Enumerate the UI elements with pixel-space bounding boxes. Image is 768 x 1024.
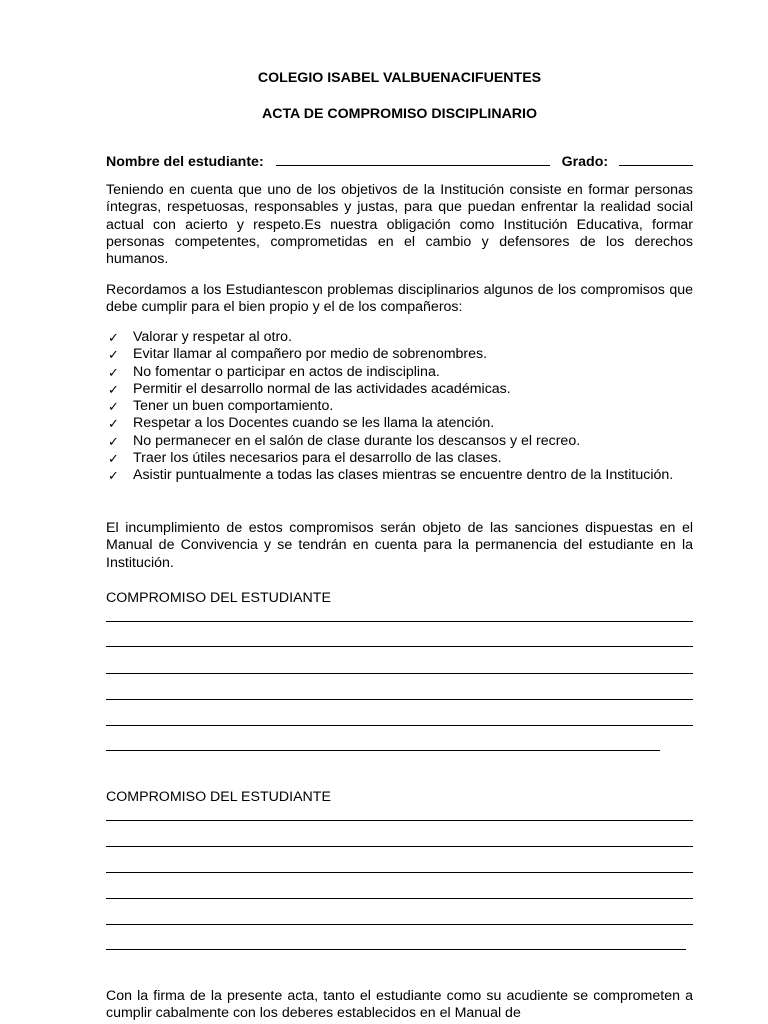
commitments-list <box>106 329 693 485</box>
checkmark-icon: ✓ <box>108 381 119 397</box>
student-commitment-heading-2: COMPROMISO DEL ESTUDIANTE <box>106 789 331 805</box>
checkmark-icon: ✓ <box>108 468 119 484</box>
school-name: COLEGIO ISABEL VALBUENACIFUENTES <box>257 70 542 86</box>
writing-line[interactable] <box>106 924 693 925</box>
student-name-blank[interactable] <box>276 153 550 166</box>
commitment-item <box>106 381 693 398</box>
commitment-text: Respetar a los Docentes cuando se les llama la atención. <box>133 415 495 432</box>
commitment-item <box>106 450 693 467</box>
student-info-line <box>106 153 693 171</box>
commitment-text: Evitar llamar al compañero por medio de sobrenombres. <box>133 346 488 363</box>
commitment-text: No fomentar o participar en actos de indisciplina. <box>133 363 440 380</box>
student-name-label: Nombre del estudiante: <box>106 154 264 170</box>
grade-label: Grado: <box>561 154 609 170</box>
writing-line[interactable] <box>106 820 693 821</box>
checkmark-icon: ✓ <box>108 416 119 432</box>
checkmark-icon: ✓ <box>108 347 119 363</box>
writing-line[interactable] <box>106 846 693 847</box>
checkmark-icon: ✓ <box>108 399 119 415</box>
commitment-text: Traer los útiles necesarios para el desarrollo de las clases. <box>133 450 502 467</box>
checkmark-icon: ✓ <box>108 364 119 380</box>
commitment-item <box>106 329 693 346</box>
commitment-text: Tener un buen comportamiento. <box>133 398 334 415</box>
commitment-item <box>106 346 693 363</box>
grade-blank[interactable] <box>619 153 693 166</box>
writing-line[interactable] <box>106 725 693 726</box>
document-title: ACTA DE COMPROMISO DISCIPLINARIO <box>261 106 538 122</box>
commitment-item <box>106 364 693 381</box>
checkmark-icon: ✓ <box>108 330 119 345</box>
closing-paragraph: Con la firma de la presente acta, tanto el estudiante como su acudiente se comprometen a cumplir cabalmente con los deberes establecidos en el Manual de <box>106 988 693 1022</box>
commitment-item <box>106 415 693 432</box>
writing-line[interactable] <box>106 750 660 751</box>
commitment-item <box>106 467 693 484</box>
writing-line[interactable] <box>106 673 693 674</box>
writing-line[interactable] <box>106 646 693 647</box>
reminder-paragraph: Recordamos a los Estudiantescon problemas disciplinarios algunos de los compromisos que debe cumplir para el bien propio y el de los compañeros: <box>106 282 693 316</box>
writing-line[interactable] <box>106 872 693 873</box>
writing-line[interactable] <box>106 699 693 700</box>
writing-line[interactable] <box>106 949 686 950</box>
intro-paragraph: Teniendo en cuenta que uno de los objetivos de la Institución consiste en formar personas íntegras, respetuosas, responsables y justas, para que puedan enfrentar la realidad social actual con acierto y respeto.Es nuestra obligación como Institución Educativa, formar personas competentes, comprometidas en el cambio y defensores de los derechos humanos. <box>106 182 693 268</box>
checkmark-icon: ✓ <box>108 451 119 467</box>
commitment-item <box>106 433 693 450</box>
writing-line[interactable] <box>106 621 693 622</box>
commitment-text: Valorar y respetar al otro. <box>133 329 293 345</box>
commitment-item <box>106 398 693 415</box>
writing-line[interactable] <box>106 898 693 899</box>
checkmark-icon: ✓ <box>108 433 119 449</box>
commitment-text: Permitir el desarrollo normal de las actividades académicas. <box>133 380 511 397</box>
consequence-paragraph: El incumplimiento de estos compromisos serán objeto de las sanciones dispuestas en el Manual de Convivencia y se tendrán en cuenta para la permanencia del estudiante en la Institución. <box>106 520 693 571</box>
commitment-text: No permanecer en el salón de clase durante los descansos y el recreo. <box>133 432 581 449</box>
student-commitment-heading-1: COMPROMISO DEL ESTUDIANTE <box>106 590 331 606</box>
commitment-text: Asistir puntualmente a todas las clases mientras se encuentre dentro de la Institución. <box>133 467 674 484</box>
